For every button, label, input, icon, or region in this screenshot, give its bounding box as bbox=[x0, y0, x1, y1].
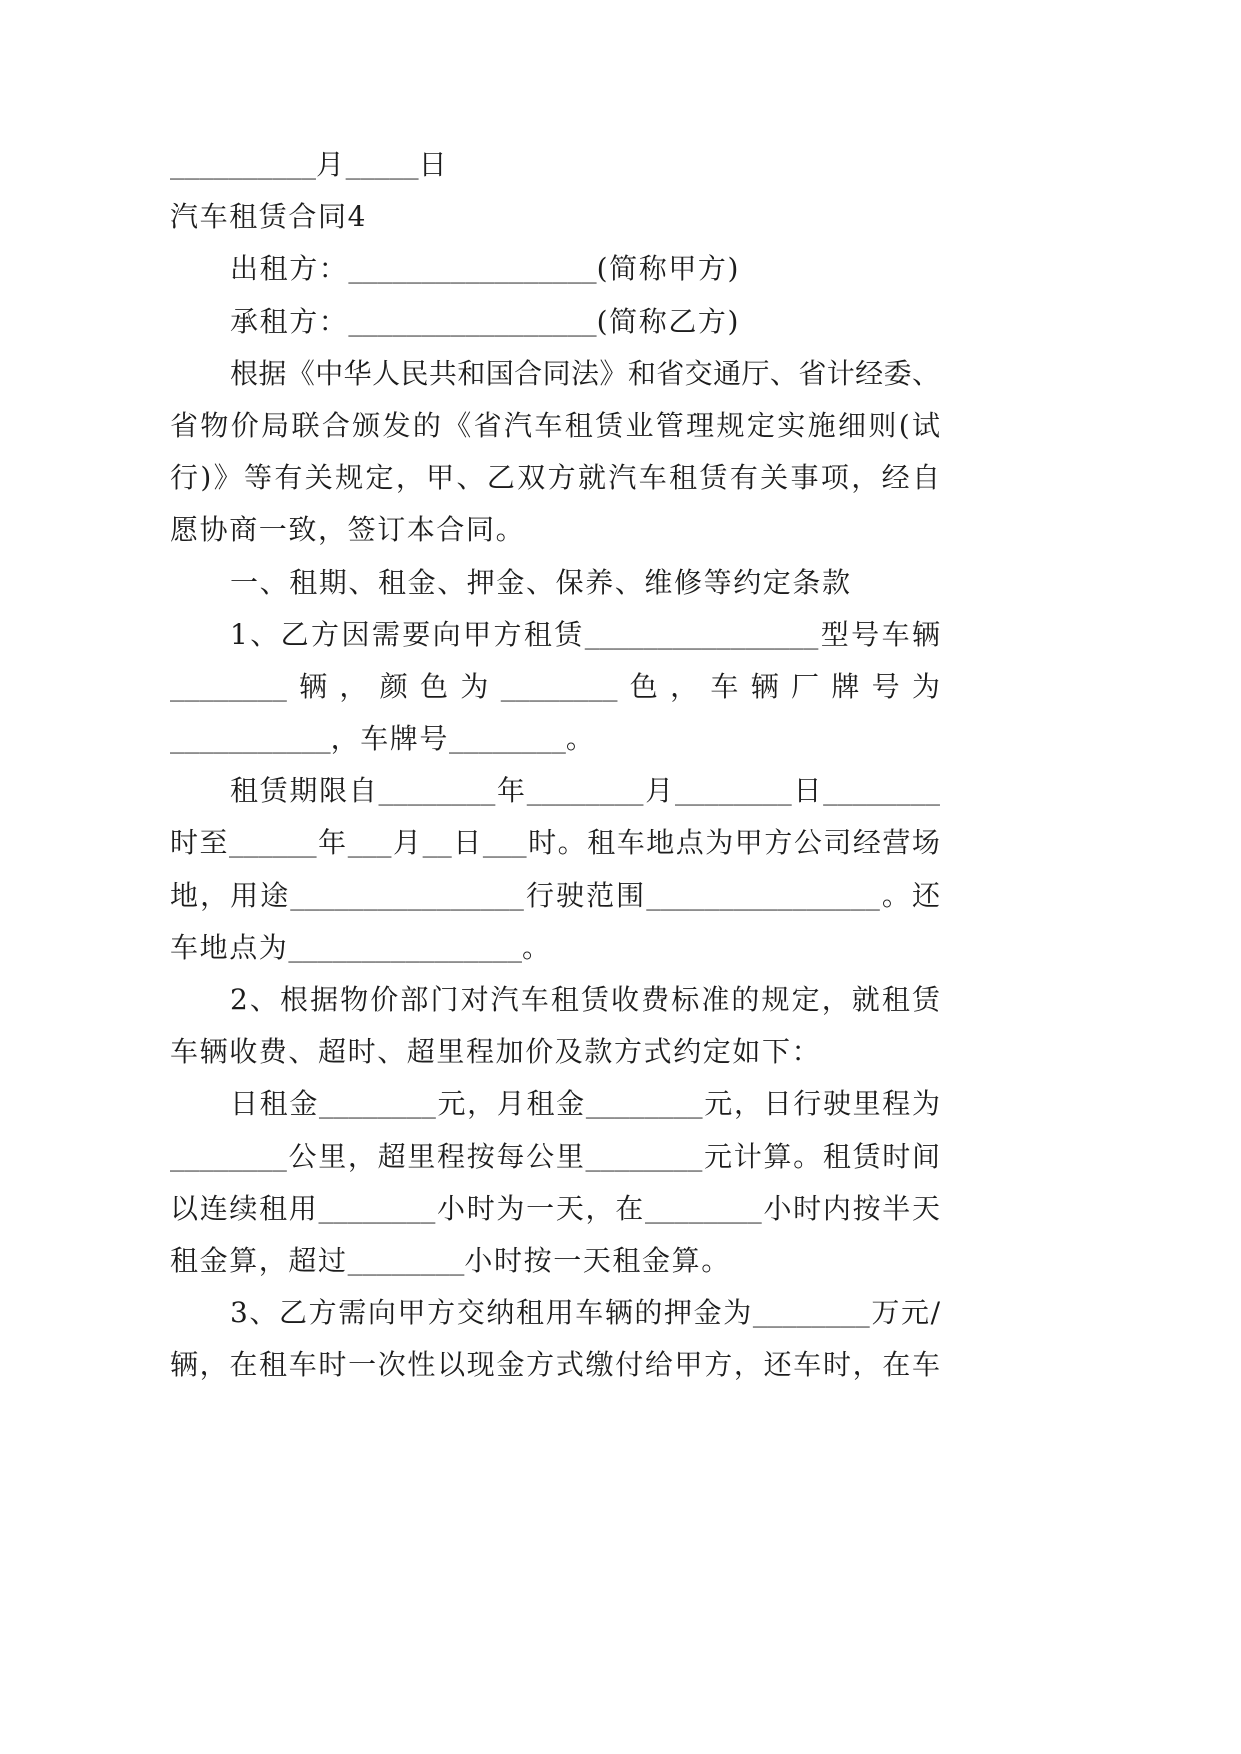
fill-in-blank: ________________ bbox=[646, 881, 880, 911]
clause-2-line: 2、根据物价部门对汽车租赁收费标准的规定，就租赁 bbox=[230, 983, 940, 1016]
clause-3-line: 辆，在租车时一次性以现金方式缴付给甲方，还车时，在车 bbox=[170, 1348, 940, 1382]
lessee-line: 承租方：_________________(简称乙方) bbox=[230, 304, 741, 338]
fill-in-blank: ________ bbox=[347, 1246, 465, 1276]
fill-in-blank: ________ bbox=[500, 672, 618, 702]
term-line: 租赁期限自________年________月________日________ bbox=[230, 774, 940, 808]
clause-1-line: 1、乙方因需要向甲方租赁________________型号车辆 bbox=[230, 617, 940, 651]
clause-2-line: 车辆收费、超时、超里程加价及款方式约定如下： bbox=[170, 1035, 822, 1069]
fill-in-blank: ___ bbox=[482, 829, 527, 859]
fill-in-blank: ________ bbox=[170, 1142, 287, 1172]
fill-in-blank: __________ bbox=[170, 151, 316, 180]
clause-1-line: ___________，车牌号________。 bbox=[170, 722, 596, 756]
fill-in-blank: ___________ bbox=[170, 725, 331, 755]
fill-in-blank: ________ bbox=[674, 777, 792, 807]
clause-1-line: ________辆，颜色为________色，车辆厂牌号为 bbox=[170, 669, 940, 703]
section-heading: 一、租期、租金、押金、保养、维修等约定条款 bbox=[230, 565, 852, 599]
fill-in-blank: ______ bbox=[229, 829, 317, 859]
preamble-line: 省物价局联合颁发的《省汽车租赁业管理规定实施细则(试 bbox=[170, 408, 940, 442]
fill-in-blank: ________ bbox=[752, 1299, 870, 1329]
fill-in-blank: ________ bbox=[449, 725, 566, 755]
fill-in-blank: ________________ bbox=[290, 881, 524, 911]
fill-in-blank: ________ bbox=[823, 777, 940, 807]
fill-in-blank: ________ bbox=[585, 1090, 703, 1120]
fill-in-blank: ________________ bbox=[288, 933, 523, 963]
fill-in-blank: ________________ bbox=[584, 620, 819, 650]
rate-line: ________公里，超里程按每公里________元计算。租赁时间 bbox=[170, 1139, 940, 1173]
fill-in-blank: ________ bbox=[378, 777, 496, 807]
fill-in-blank: _________________ bbox=[348, 255, 597, 285]
rate-line: 日租金________元，月租金________元，日行驶里程为 bbox=[230, 1087, 940, 1121]
fill-in-blank: _____ bbox=[345, 151, 419, 180]
fill-in-blank: ________ bbox=[644, 1194, 762, 1224]
date-line: __________月_____日 bbox=[170, 148, 449, 181]
fill-in-blank: ___ bbox=[347, 829, 392, 859]
fill-in-blank: ________ bbox=[319, 1090, 436, 1120]
fill-in-blank: _________________ bbox=[348, 307, 597, 337]
fill-in-blank: __ bbox=[422, 829, 452, 859]
preamble-line: 根据《中华人民共和国合同法》和省交通厅、省计经委、 bbox=[230, 356, 940, 390]
contract-title: 汽车租赁合同4 bbox=[170, 200, 368, 234]
fill-in-blank: ________ bbox=[526, 777, 644, 807]
term-line: 时至______年___月__日___时。租车地点为甲方公司经营场 bbox=[170, 826, 940, 860]
clause-3-line: 3、乙方需向甲方交纳租用车辆的押金为________万元/ bbox=[230, 1296, 940, 1330]
term-line: 车地点为________________。 bbox=[170, 930, 552, 964]
rate-line: 租金算，超过________小时按一天租金算。 bbox=[170, 1243, 731, 1277]
preamble-line: 行)》等有关规定，甲、乙双方就汽车租赁有关事项，经自 bbox=[170, 461, 940, 495]
preamble-line: 愿协商一致，签订本合同。 bbox=[170, 513, 526, 547]
fill-in-blank: ________ bbox=[170, 672, 287, 702]
term-line: 地，用途________________行驶范围________________。还 bbox=[170, 878, 940, 912]
document-body bbox=[170, 139, 940, 1392]
fill-in-blank: ________ bbox=[318, 1194, 436, 1224]
rate-line: 以连续租用________小时为一天，在________小时内按半天 bbox=[170, 1191, 940, 1225]
lessor-line: 出租方：_________________(简称甲方) bbox=[230, 252, 741, 286]
fill-in-blank: ________ bbox=[585, 1142, 703, 1172]
